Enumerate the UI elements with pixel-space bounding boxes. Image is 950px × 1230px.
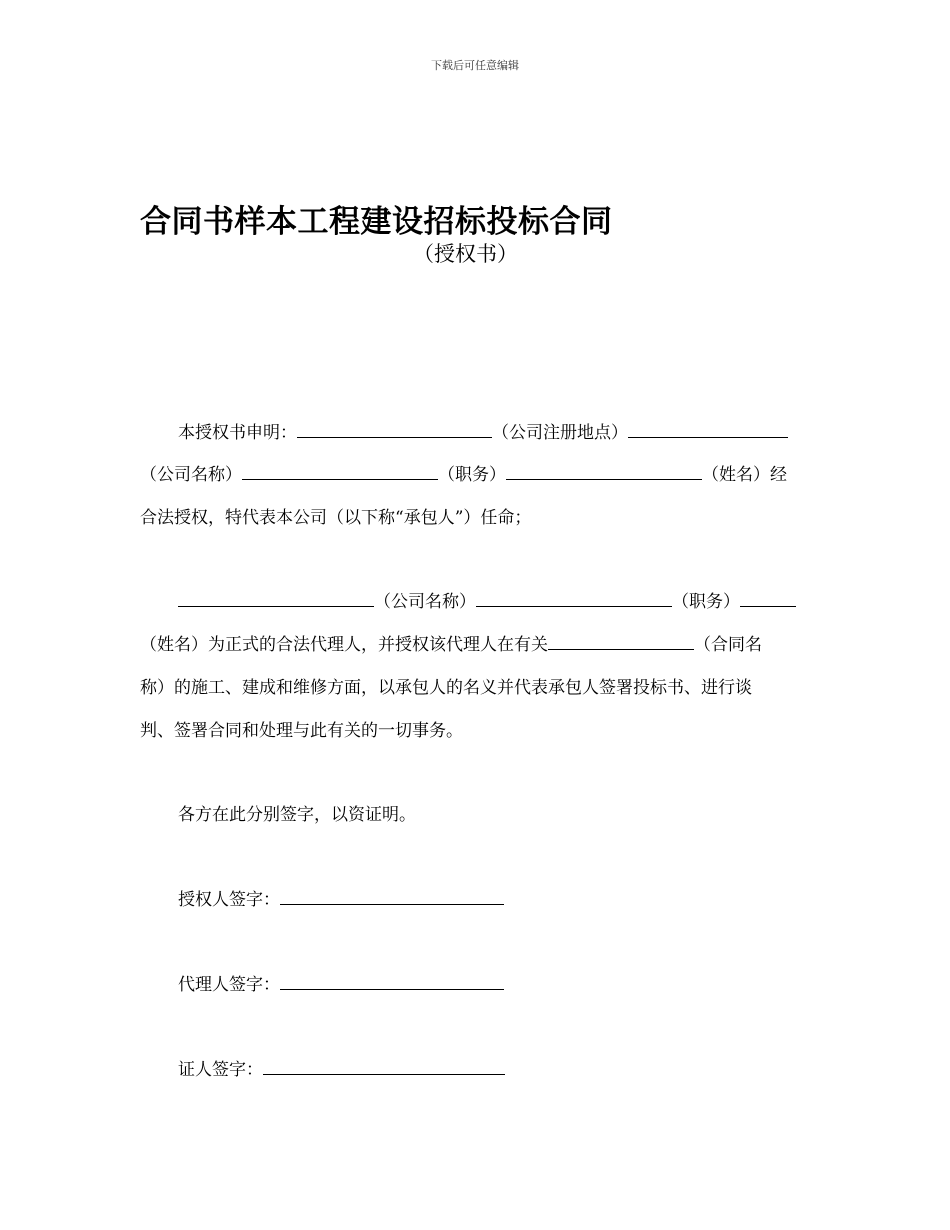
document-title: 合同书样本工程建设招标投标合同: [140, 204, 613, 240]
grantor-signature-label: 授权人签字：: [178, 890, 280, 910]
signature-field[interactable]: [280, 972, 504, 990]
blank-field[interactable]: [476, 589, 672, 607]
name-label: （姓名）经: [702, 465, 787, 485]
para1-line2: [140, 462, 787, 488]
blank-field[interactable]: [297, 420, 492, 438]
para2-line2: [140, 632, 762, 658]
position-label: （职务）: [438, 465, 506, 485]
company-name-label: （公司名称）: [374, 592, 476, 612]
blank-field[interactable]: [506, 462, 702, 480]
para2-name-text: （姓名）为正式的合法代理人，并授权该代理人在有关: [140, 635, 548, 655]
header-note: 下载后可任意编辑: [431, 59, 519, 72]
para2-line1: [178, 589, 796, 615]
para2-line3: 称）的施工、建成和维修方面，以承包人的名义并代表承包人签署投标书、进行谈: [140, 678, 752, 698]
witness-signature-line: [178, 1057, 505, 1083]
blank-field[interactable]: [242, 462, 438, 480]
signature-field[interactable]: [263, 1057, 505, 1075]
signature-field[interactable]: [280, 887, 504, 905]
blank-field[interactable]: [740, 589, 796, 607]
company-name-label: （公司名称）: [140, 465, 242, 485]
blank-field[interactable]: [178, 589, 374, 607]
agent-signature-line: [178, 972, 504, 998]
para1-lead: 本授权书申明：: [178, 423, 297, 443]
blank-field[interactable]: [548, 632, 694, 650]
company-location-label: （公司注册地点）: [492, 423, 628, 443]
agent-signature-label: 代理人签字：: [178, 975, 280, 995]
closing-statement: 各方在此分别签字，以资证明。: [178, 805, 416, 825]
para2-line4: 判、签署合同和处理与此有关的一切事务。: [140, 721, 463, 741]
witness-signature-label: 证人签字：: [178, 1060, 263, 1080]
document-subtitle: （授权书）: [413, 242, 518, 266]
contract-name-label: （合同名: [694, 635, 762, 655]
para1-line1: [178, 420, 788, 446]
grantor-signature-line: [178, 887, 504, 913]
blank-field[interactable]: [628, 420, 788, 438]
position-label: （职务）: [672, 592, 740, 612]
para1-line3: 合法授权，特代表本公司（以下称“承包人”）任命；: [140, 508, 532, 528]
